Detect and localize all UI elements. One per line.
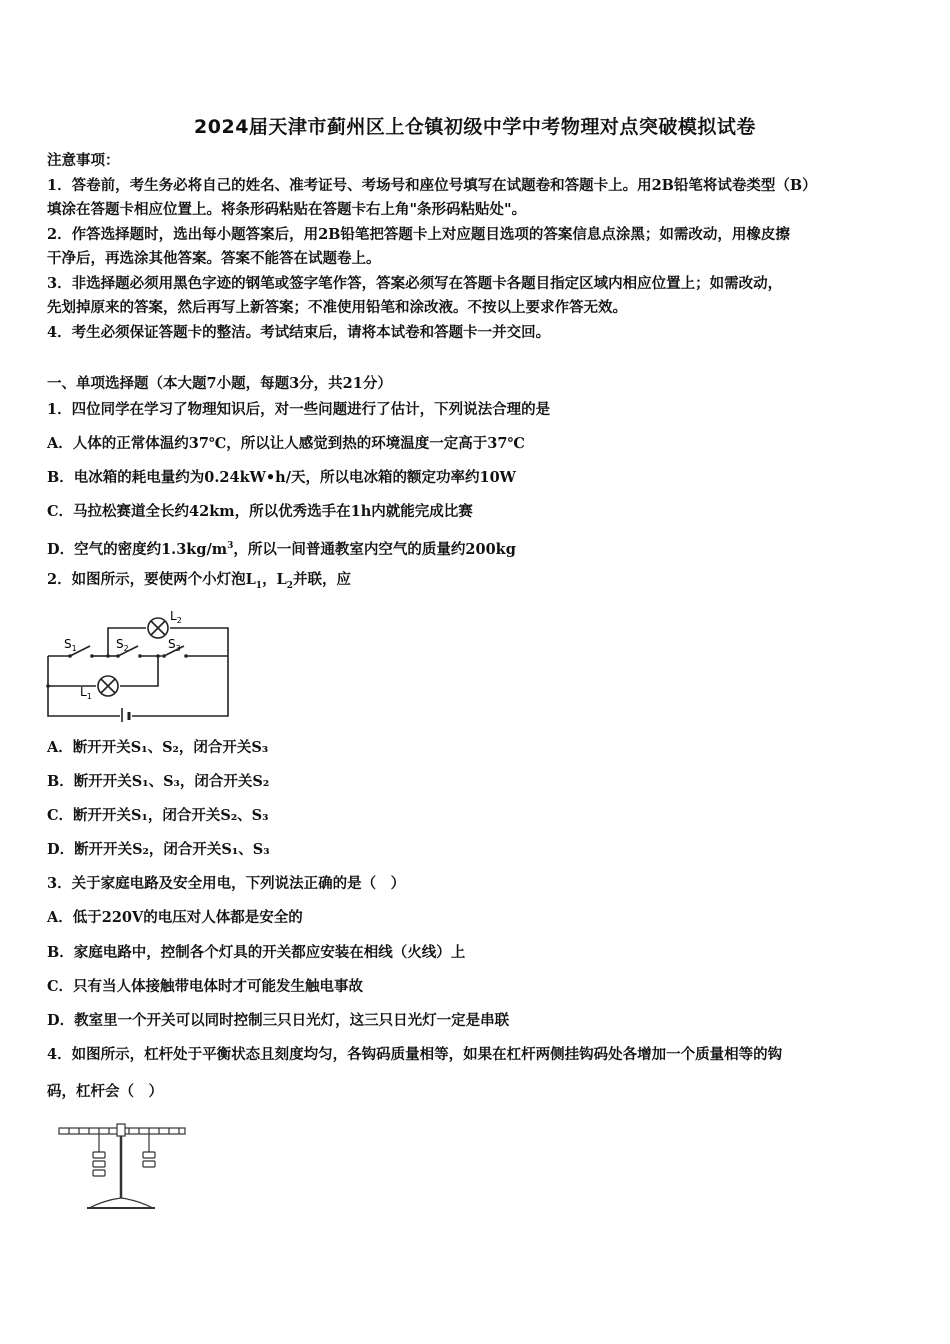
option-d-text-post: ，所以一间普通教室内空气的质量约200kg — [233, 540, 516, 558]
label-l2: $L_2$ — [170, 609, 182, 625]
switch-contact — [184, 654, 188, 658]
q2-stem-mid: ，L — [262, 571, 287, 588]
section-heading: 一、单项选择题（本大题7小题，每题3分，共21分） — [47, 375, 392, 392]
junction-dot — [46, 684, 50, 688]
stand-base — [89, 1198, 153, 1208]
switch-contact — [138, 654, 142, 658]
notice-line: 干净后，再选涂其他答案。答案不能答在试题卷上。 — [47, 250, 381, 267]
question-4-stem-line1: 4．如图所示，杠杆处于平衡状态且刻度均匀，各钩码质量相等，如果在杠杆两侧挂钩码处各增加一个质量相等的钩 — [47, 1046, 783, 1063]
question-1-option-c: C．马拉松赛道全长约42km，所以优秀选手在1h内就能完成比赛 — [47, 503, 473, 520]
question-1-option-b: B．电冰箱的耗电量约为0.24kW•h/天，所以电冰箱的额定功率约10W — [47, 469, 516, 486]
junction-dot — [106, 654, 110, 658]
junction-dot — [156, 654, 160, 658]
left-weight — [93, 1152, 105, 1158]
notice-heading: 注意事项： — [47, 152, 120, 169]
question-2-option-c: C．断开开关S₁，闭合开关S₂、S₃ — [47, 807, 269, 824]
switch-contact — [68, 654, 72, 658]
question-3-option-d: D．教室里一个开关可以同时控制三只日光灯，这三只日光灯一定是串联 — [47, 1012, 510, 1029]
switch-contact — [90, 654, 94, 658]
left-weight — [93, 1170, 105, 1176]
option-d-text: D．空气的密度约1.3kg/m — [47, 540, 228, 558]
question-2-option-b: B．断开开关S₁、S₃，闭合开关S₂ — [47, 773, 270, 790]
right-weight — [143, 1152, 155, 1158]
question-2-option-d: D．断开开关S₂，闭合开关S₁、S₃ — [47, 841, 270, 858]
lamp-l2-cross — [151, 621, 165, 635]
left-weight — [93, 1161, 105, 1167]
switch-contact — [116, 654, 120, 658]
notice-line: 3．非选择题必须用黑色字迹的钢笔或签字笔作答，答案必须写在答题卡各题目指定区域内相应位置上；如需改动， — [47, 275, 783, 292]
lamp-l1-cross — [101, 679, 115, 693]
question-1-stem: 1．四位同学在学习了物理知识后，对一些问题进行了估计，下列说法合理的是 — [47, 401, 551, 418]
question-3-option-c: C．只有当人体接触带电体时才可能发生触电事故 — [47, 978, 364, 995]
question-3-option-a: A．低于220V的电压对人体都是安全的 — [47, 909, 303, 926]
circuit-diagram — [40, 602, 240, 722]
question-3-stem: 3．关于家庭电路及安全用电，下列说法正确的是（ ） — [47, 875, 406, 892]
option-d-sup: 3 — [227, 541, 234, 551]
notice-line: 4．考生必须保证答题卡的整洁。考试结束后，请将本试卷和答题卡一并交回。 — [47, 324, 551, 341]
label-s2: $S_2$ — [116, 637, 129, 653]
notice-line: 先划掉原来的答案，然后再写上新答案；不准使用铅笔和涂改液。不按以上要求作答无效。 — [47, 299, 627, 316]
lever-diagram — [55, 1118, 190, 1216]
question-2-option-a: A．断开开关S₁、S₂，闭合开关S₃ — [47, 739, 269, 756]
question-3-option-b: B．家庭电路中，控制各个灯具的开关都应安装在相线（火线）上 — [47, 944, 466, 961]
question-4-stem-line2: 码，杠杆会（ ） — [47, 1083, 163, 1100]
right-weight — [143, 1161, 155, 1167]
switch-contact — [162, 654, 166, 658]
label-s1: $S_1$ — [64, 637, 77, 653]
question-2-stem — [47, 570, 351, 596]
notice-line: 2．作答选择题时，选出每小题答案后，用2B铅笔把答题卡上对应题目选项的答案信息点涂黑；如需改动，用橡皮擦 — [47, 226, 790, 243]
label-l1: $L_1$ — [80, 685, 92, 701]
q2-stem-sub1: 1 — [255, 580, 263, 591]
label-s3: $S_3$ — [168, 637, 181, 653]
q2-stem-pre: 2．如图所示，要使两个小灯泡L — [47, 571, 256, 588]
circuit-wire — [120, 656, 158, 686]
q2-stem-post: 并联，应 — [293, 571, 352, 588]
notice-line: 1．答卷前，考生务必将自己的姓名、准考证号、考场号和座位号填写在试题卷和答题卡上。用2B铅笔将试卷类型（B） — [47, 177, 817, 194]
q2-stem-sub2: 2 — [286, 580, 294, 591]
lever-pivot — [117, 1124, 125, 1136]
question-1-option-a: A．人体的正常体温约37℃，所以让人感觉到热的环境温度一定高于37℃ — [47, 435, 525, 452]
page-title: 2024届天津市蓟州区上仓镇初级中学中考物理对点突破模拟试卷 — [194, 116, 756, 138]
question-1-option-d — [47, 536, 516, 560]
notice-line: 填涂在答题卡相应位置上。将条形码粘贴在答题卡右上角"条形码粘贴处"。 — [47, 201, 527, 218]
